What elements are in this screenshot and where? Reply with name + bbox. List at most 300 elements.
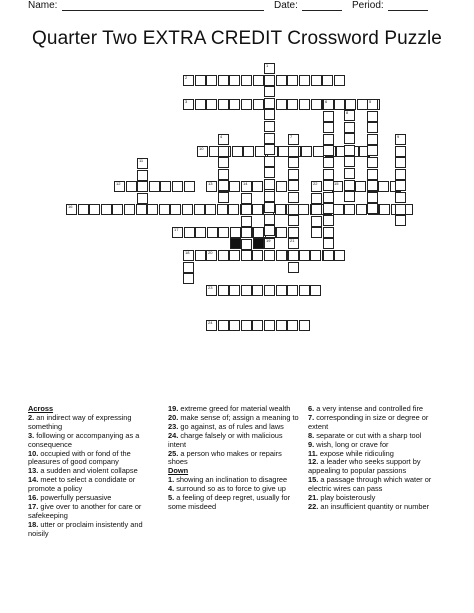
grid-cell[interactable] <box>301 146 312 157</box>
period-field[interactable] <box>388 10 428 11</box>
grid-cell[interactable] <box>243 146 254 157</box>
clue-number-label: 23 <box>208 285 213 290</box>
grid-cell[interactable] <box>136 204 147 215</box>
crossword-grid <box>0 55 474 395</box>
clue-number: 22. <box>308 501 319 511</box>
grid-cell[interactable] <box>344 168 355 179</box>
grid-cell[interactable] <box>206 320 217 331</box>
grid-cell[interactable] <box>333 204 344 215</box>
grid-cell[interactable] <box>218 320 229 331</box>
grid-cell[interactable] <box>299 320 310 331</box>
grid-cell[interactable] <box>264 75 275 86</box>
clue-number: 25. <box>168 448 179 458</box>
grid-cell[interactable] <box>149 181 160 192</box>
clue-number: 23. <box>168 421 179 431</box>
grid-cell[interactable] <box>252 320 263 331</box>
grid-cell[interactable] <box>323 145 334 156</box>
clue-text: play boisterously <box>318 493 376 503</box>
grid-cell[interactable] <box>288 204 299 215</box>
clue-number: 17. <box>28 501 39 511</box>
clue-number-label: 16 <box>68 204 73 209</box>
clue-number-label: 17 <box>174 227 179 232</box>
grid-cell[interactable] <box>298 204 309 215</box>
grid-cell[interactable] <box>252 181 263 192</box>
clue-number: 14. <box>28 475 39 485</box>
clue-text: a passage through which water or electric wires can pass <box>308 475 432 494</box>
grid-cell[interactable] <box>367 145 378 156</box>
grid-cell[interactable] <box>264 320 275 331</box>
clue-number: 10. <box>28 448 39 458</box>
grid-cell[interactable] <box>276 99 287 110</box>
clue-number-label: 11 <box>139 158 144 163</box>
grid-cell[interactable] <box>197 146 208 157</box>
clue-text: corresponding in size or degree or extent <box>308 412 429 431</box>
grid-cell[interactable] <box>206 181 217 192</box>
grid-cell[interactable] <box>182 204 193 215</box>
grid-cell[interactable] <box>218 180 229 191</box>
grid-cell[interactable] <box>276 285 287 296</box>
grid-cell[interactable] <box>264 191 275 202</box>
grid-cell[interactable] <box>206 285 217 296</box>
grid-cell[interactable] <box>218 146 229 157</box>
grid-cell-black <box>253 238 264 249</box>
clue-number: 1. <box>168 475 175 485</box>
clue-number: 8. <box>308 430 315 440</box>
grid-cell[interactable] <box>229 75 240 86</box>
grid-cell[interactable] <box>323 250 334 261</box>
clue-item <box>308 476 444 494</box>
clue-number: 11. <box>308 448 318 458</box>
clue-number-label: 1 <box>266 63 269 68</box>
grid-cell[interactable] <box>241 181 252 192</box>
grid-cell[interactable] <box>311 181 322 192</box>
clue-number-label: 18 <box>185 250 190 255</box>
clue-number: 20. <box>168 412 179 422</box>
clue-number: 7. <box>308 412 315 422</box>
clue-number-label: 19 <box>266 238 271 243</box>
grid-cell[interactable] <box>299 99 310 110</box>
grid-cell[interactable] <box>311 204 322 215</box>
grid-cell[interactable] <box>253 75 264 86</box>
clue-column-3 <box>308 405 444 512</box>
clue-text: following or accompanying as a consequence <box>28 430 140 449</box>
clue-column-2 <box>168 405 302 512</box>
grid-cell[interactable] <box>264 98 275 109</box>
grid-cell[interactable] <box>229 285 240 296</box>
grid-cell[interactable] <box>160 181 171 192</box>
clue-number-label: 4 <box>220 134 223 139</box>
grid-cell[interactable] <box>264 144 275 155</box>
clue-item <box>168 432 302 450</box>
grid-cell[interactable] <box>228 204 239 215</box>
grid-cell[interactable] <box>218 99 229 110</box>
grid-cell[interactable] <box>323 111 334 122</box>
grid-cell[interactable] <box>218 285 229 296</box>
clue-item <box>28 476 160 494</box>
clue-text: give over to another for care or safekeeping <box>28 501 142 520</box>
grid-cell[interactable] <box>253 99 264 110</box>
clue-number: 21. <box>308 493 319 503</box>
grid-cell[interactable] <box>395 180 406 191</box>
grid-cell[interactable] <box>355 181 366 192</box>
name-label: Name: <box>28 0 58 11</box>
clue-number-label: 7 <box>290 134 293 139</box>
grid-cell[interactable] <box>230 227 241 238</box>
grid-cell[interactable] <box>206 75 217 86</box>
grid-cell[interactable] <box>170 204 181 215</box>
grid-cell[interactable] <box>264 156 275 167</box>
grid-cell[interactable] <box>334 250 345 261</box>
grid-cell[interactable] <box>252 204 263 215</box>
grid-cell[interactable] <box>395 146 406 157</box>
clue-number-label: 8 <box>346 110 349 115</box>
grid-cell[interactable] <box>264 285 275 296</box>
clue-number: 16. <box>28 493 39 503</box>
grid-cell[interactable] <box>344 145 355 156</box>
grid-cell[interactable] <box>78 204 89 215</box>
clue-number: 4. <box>168 484 175 494</box>
clue-item <box>28 503 160 521</box>
grid-cell[interactable] <box>241 320 252 331</box>
grid-cell[interactable] <box>288 157 299 168</box>
clue-number-label: 14 <box>243 181 248 186</box>
grid-cell[interactable] <box>334 99 345 110</box>
grid-cell[interactable] <box>241 285 252 296</box>
grid-cell[interactable] <box>311 193 322 204</box>
clue-number: 18. <box>28 519 39 529</box>
period-label: Period: <box>352 0 384 11</box>
clue-text: make sense of; assign a meaning to <box>178 412 299 422</box>
clue-text: wish, long or crave for <box>314 439 389 449</box>
grid-cell[interactable] <box>206 99 217 110</box>
grid-cell[interactable] <box>367 99 378 110</box>
grid-cell[interactable] <box>311 227 322 238</box>
grid-cell[interactable] <box>252 250 263 261</box>
clue-item <box>168 494 302 512</box>
grid-cell[interactable] <box>367 192 378 203</box>
grid-cell[interactable] <box>89 204 100 215</box>
grid-cell[interactable] <box>101 204 112 215</box>
clue-text: go against, as of rules and laws <box>178 421 284 431</box>
grid-cell[interactable] <box>264 86 275 97</box>
grid-cell[interactable] <box>323 180 334 191</box>
grid-cell[interactable] <box>288 227 299 238</box>
grid-cell[interactable] <box>183 75 194 86</box>
grid-cell[interactable] <box>195 227 206 238</box>
clue-number: 12. <box>308 457 319 467</box>
grid-cell[interactable] <box>344 180 355 191</box>
grid-cell[interactable] <box>218 192 229 203</box>
grid-cell[interactable] <box>124 204 135 215</box>
clue-number-label: 3 <box>185 99 188 104</box>
grid-cell[interactable] <box>137 193 148 204</box>
grid-cell[interactable] <box>288 180 299 191</box>
grid-cell[interactable] <box>276 181 287 192</box>
clue-text: extreme greed for material wealth <box>178 404 291 413</box>
clue-number-label: 2 <box>185 75 188 80</box>
grid-cell[interactable] <box>344 133 355 144</box>
grid-cell[interactable] <box>288 238 299 249</box>
grid-cell[interactable] <box>264 179 275 190</box>
grid-cell[interactable] <box>395 192 406 203</box>
grid-cell[interactable] <box>126 181 137 192</box>
grid-cell[interactable] <box>195 250 206 261</box>
grid-cell[interactable] <box>207 227 218 238</box>
grid-cell[interactable] <box>287 99 298 110</box>
clue-number-label: 13 <box>208 181 213 186</box>
grid-cell[interactable] <box>172 227 183 238</box>
grid-cell[interactable] <box>218 75 229 86</box>
grid-cell[interactable] <box>344 122 355 133</box>
grid-cell[interactable] <box>172 181 183 192</box>
grid-cell[interactable] <box>241 216 252 227</box>
grid-cell[interactable] <box>137 170 148 181</box>
grid-cell[interactable] <box>276 75 287 86</box>
grid-cell[interactable] <box>66 204 77 215</box>
grid-cell[interactable] <box>323 134 334 145</box>
grid-cell[interactable] <box>264 121 275 132</box>
grid-cell[interactable] <box>356 204 367 215</box>
grid-cell[interactable] <box>264 250 275 261</box>
grid-cell[interactable] <box>264 109 275 120</box>
grid-cell[interactable] <box>229 250 240 261</box>
grid-cell[interactable] <box>323 203 334 214</box>
grid-cell[interactable] <box>229 320 240 331</box>
clue-number-label: 21 <box>290 238 295 243</box>
grid-cell[interactable] <box>147 204 158 215</box>
grid-cell[interactable] <box>275 204 286 215</box>
grid-cell[interactable] <box>288 134 299 145</box>
grid-cell[interactable] <box>183 99 194 110</box>
grid-cell[interactable] <box>241 250 252 261</box>
date-label: Date: <box>274 0 298 11</box>
clue-number: 13. <box>28 466 39 476</box>
clue-item <box>28 521 160 539</box>
clue-number-label: 5 <box>369 99 372 104</box>
grid-cell[interactable] <box>367 122 378 133</box>
grid-cell[interactable] <box>395 134 406 145</box>
grid-cell[interactable] <box>217 204 228 215</box>
grid-cell[interactable] <box>367 134 378 145</box>
clue-number-label: 12 <box>116 181 121 186</box>
clue-text: meet to select a condidate or promote a policy <box>28 475 136 494</box>
grid-cell[interactable] <box>114 181 125 192</box>
grid-cell[interactable] <box>253 227 264 238</box>
grid-cell[interactable] <box>323 122 334 133</box>
grid-cell[interactable] <box>395 157 406 168</box>
clue-item <box>308 414 444 432</box>
grid-cell[interactable] <box>241 99 252 110</box>
grid-cell[interactable] <box>264 225 275 236</box>
grid-cell[interactable] <box>310 250 321 261</box>
grid-cell[interactable] <box>264 202 275 213</box>
grid-cell[interactable] <box>137 158 148 169</box>
clue-item <box>28 432 160 450</box>
grid-cell[interactable] <box>264 167 275 178</box>
grid-cell[interactable] <box>378 181 389 192</box>
grid-cell[interactable] <box>323 192 334 203</box>
grid-cell[interactable] <box>218 227 229 238</box>
clue-number-label: 20 <box>208 250 213 255</box>
grid-cell[interactable] <box>322 75 333 86</box>
grid-cell[interactable] <box>288 215 299 226</box>
clue-text: a person who makes or repairs shoes <box>168 448 282 467</box>
grid-cell[interactable] <box>252 285 263 296</box>
name-field[interactable] <box>62 10 264 11</box>
grid-cell[interactable] <box>367 111 378 122</box>
grid-cell[interactable] <box>184 227 195 238</box>
grid-cell[interactable] <box>264 238 275 249</box>
clue-item <box>168 450 302 468</box>
clue-item <box>308 458 444 476</box>
grid-cell[interactable] <box>344 191 355 202</box>
clue-text: occupied with or fond of the pleasures of good company <box>28 448 131 467</box>
grid-cell[interactable] <box>367 180 378 191</box>
clue-number: 5. <box>168 493 175 503</box>
grid-cell[interactable] <box>311 216 322 227</box>
grid-cell[interactable] <box>299 285 310 296</box>
grid-cell[interactable] <box>159 204 170 215</box>
clue-number-label: 9 <box>397 134 400 139</box>
grid-cell[interactable] <box>232 146 243 157</box>
clue-number: 19. <box>168 404 179 413</box>
page-title: Quarter Two EXTRA CREDIT Crossword Puzzle <box>32 28 442 49</box>
grid-cell[interactable] <box>345 99 356 110</box>
clue-column-1 <box>28 405 160 539</box>
clue-text: showing an inclination to disagree <box>174 475 288 485</box>
grid-cell[interactable] <box>218 250 229 261</box>
clue-text: an indirect way of expressing something <box>28 412 132 431</box>
grid-cell[interactable] <box>288 192 299 203</box>
grid-cell[interactable] <box>344 204 355 215</box>
grid-cell[interactable] <box>367 203 378 214</box>
clue-item <box>308 503 444 512</box>
clue-number: 9. <box>308 439 315 449</box>
grid-cell[interactable] <box>241 204 252 215</box>
grid-cell[interactable] <box>344 110 355 121</box>
down-heading: Down <box>168 466 189 476</box>
clue-text: a sudden and violent collapse <box>38 466 138 476</box>
clue-number-label: 15 <box>334 181 339 186</box>
clue-number: 2. <box>28 412 35 422</box>
grid-cell[interactable] <box>218 134 229 145</box>
grid-cell[interactable] <box>334 75 345 86</box>
grid-cell[interactable] <box>229 99 240 110</box>
grid-cell[interactable] <box>344 156 355 167</box>
clue-item <box>28 414 160 432</box>
grid-cell[interactable] <box>218 169 229 180</box>
grid-cell[interactable] <box>288 169 299 180</box>
grid-cell[interactable] <box>183 250 194 261</box>
grid-cell[interactable] <box>183 273 194 284</box>
grid-cell[interactable] <box>264 63 275 74</box>
clue-number: 3. <box>28 430 35 440</box>
clue-number-label: 6 <box>325 99 328 104</box>
grid-cell[interactable] <box>276 250 287 261</box>
worksheet-header <box>0 0 474 16</box>
grid-cell[interactable] <box>287 320 298 331</box>
clue-text: a leader who seeks support by appealing to popular passions <box>308 457 421 476</box>
grid-cell[interactable] <box>323 169 334 180</box>
grid-cell[interactable] <box>276 227 287 238</box>
grid-cell-black <box>230 238 241 249</box>
grid-cell[interactable] <box>194 204 205 215</box>
grid-cell[interactable] <box>395 215 406 226</box>
grid-cell[interactable] <box>311 99 322 110</box>
clue-text: an insufficient quantity or number <box>318 501 430 511</box>
grid-cell[interactable] <box>311 75 322 86</box>
grid-cell[interactable] <box>323 157 334 168</box>
grid-cell[interactable] <box>323 215 334 226</box>
grid-cell[interactable] <box>323 227 334 238</box>
grid-cell[interactable] <box>395 169 406 180</box>
clue-text: a feeling of deep regret, usually for some misdeed <box>168 493 291 511</box>
clue-text: expose while ridiculing <box>317 448 394 458</box>
grid-cell[interactable] <box>241 75 252 86</box>
grid-cell[interactable] <box>206 250 217 261</box>
grid-cell[interactable] <box>241 239 252 250</box>
grid-cell[interactable] <box>323 99 334 110</box>
grid-cell[interactable] <box>183 262 194 273</box>
grid-cell[interactable] <box>276 320 287 331</box>
grid-cell[interactable] <box>323 238 334 249</box>
clue-number: 24. <box>168 430 179 440</box>
grid-cell[interactable] <box>299 75 310 86</box>
grid-cell[interactable] <box>395 204 406 215</box>
grid-cell[interactable] <box>184 181 195 192</box>
grid-cell[interactable] <box>379 204 390 215</box>
clue-number-label: 10 <box>199 146 204 151</box>
grid-cell[interactable] <box>112 204 123 215</box>
across-clues <box>28 414 160 539</box>
grid-cell[interactable] <box>367 157 378 168</box>
grid-cell[interactable] <box>288 146 299 157</box>
clue-text: separate or cut with a sharp tool <box>314 430 422 440</box>
grid-cell[interactable] <box>137 181 148 192</box>
clue-text: utter or proclaim insistently and noisily <box>28 519 143 538</box>
grid-cell[interactable] <box>241 193 252 204</box>
grid-cell[interactable] <box>264 133 275 144</box>
grid-cell[interactable] <box>195 75 206 86</box>
across-heading: Across <box>28 404 54 413</box>
grid-cell[interactable] <box>287 75 298 86</box>
grid-cell[interactable] <box>288 250 299 261</box>
grid-cell[interactable] <box>367 169 378 180</box>
date-field[interactable] <box>302 10 342 11</box>
grid-cell[interactable] <box>288 262 299 273</box>
down-clues-continued <box>308 405 444 512</box>
grid-cell[interactable] <box>287 285 298 296</box>
clue-number-label: 24 <box>208 320 213 325</box>
clue-text: charge falsely or with malicious intent <box>168 430 283 449</box>
grid-cell[interactable] <box>241 227 252 238</box>
clue-text: surround so as to force to give up <box>174 484 286 494</box>
grid-cell[interactable] <box>264 214 275 225</box>
clue-number: 6. <box>308 404 315 413</box>
grid-cell[interactable] <box>195 99 206 110</box>
clue-number: 15. <box>308 475 319 485</box>
clue-text: powerfully persuasive <box>38 493 112 503</box>
grid-cell[interactable] <box>310 285 321 296</box>
grid-cell[interactable] <box>229 181 240 192</box>
clue-item <box>28 450 160 468</box>
clue-number-label: 22 <box>313 181 318 186</box>
grid-cell[interactable] <box>218 157 229 168</box>
grid-cell[interactable] <box>299 250 310 261</box>
down-clues <box>168 476 302 512</box>
grid-cell[interactable] <box>205 204 216 215</box>
clue-text: a very intense and controlled fire <box>314 404 424 413</box>
